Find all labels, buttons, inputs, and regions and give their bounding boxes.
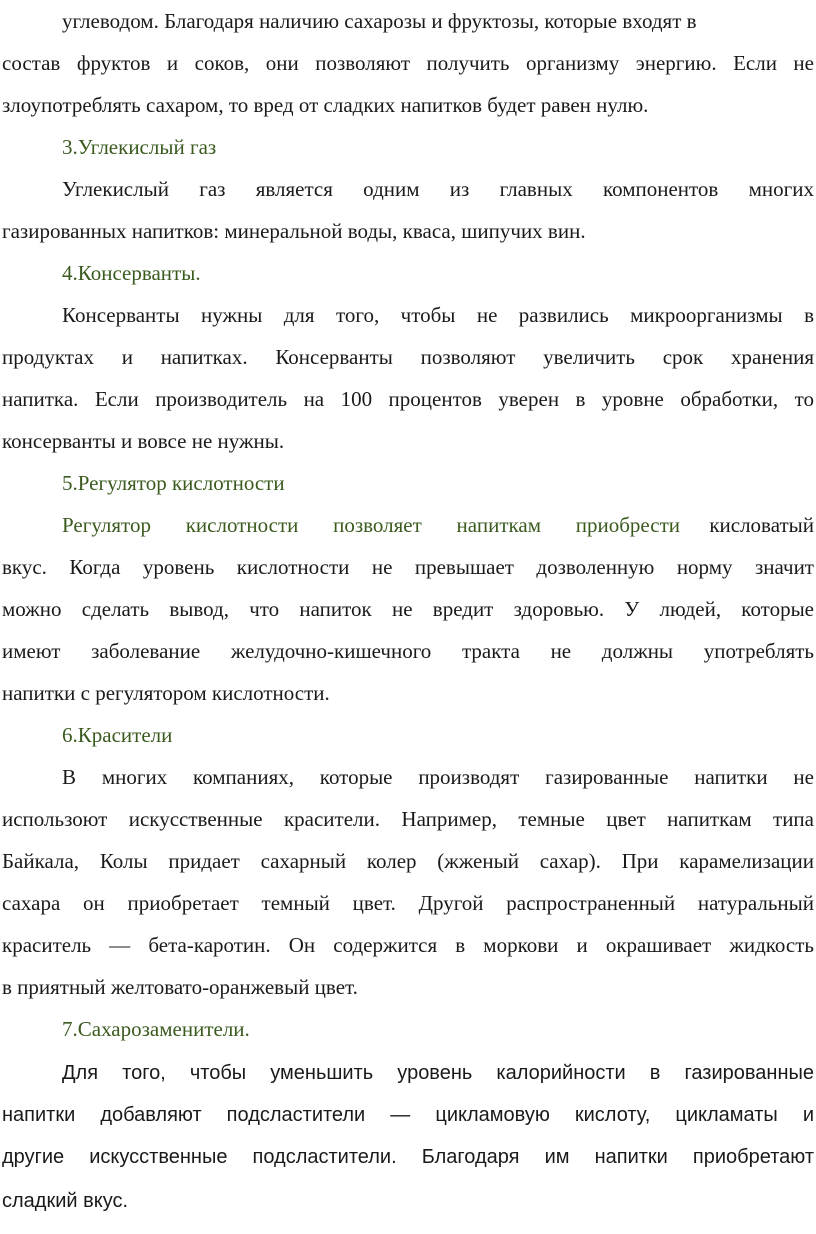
- text-line: напитки с регулятором кислотности.: [2, 681, 330, 705]
- section-heading: 6.Красители: [62, 723, 173, 747]
- text-line: имеют заболевание желудочно-кишечного тракта не должны употреблять: [2, 639, 814, 663]
- text-line: Для того, чтобы уменьшить уровень калорийности в газированные: [62, 1062, 814, 1084]
- text-line: другие искусственные подсластители. Благодаря им напитки приобретают: [2, 1146, 814, 1168]
- text-line: злоупотреблять сахаром, то вред от сладких напитков будет равен нулю.: [2, 93, 649, 117]
- text-line: состав фруктов и соков, они позволяют получить организму энергию. Если не: [2, 51, 814, 75]
- text-line: газированных напитков: минеральной воды, кваса, шипучих вин.: [2, 219, 586, 243]
- section-heading: 5.Регулятор кислотности: [62, 471, 285, 495]
- text-line: продуктах и напитках. Консерванты позволяют увеличить срок хранения: [2, 345, 814, 369]
- text-line: консерванты и вовсе не нужны.: [2, 429, 285, 453]
- text-line: напитки добавляют подсластители — цикламовую кислоту, цикламаты и: [2, 1104, 814, 1126]
- section-heading: 4.Консерванты.: [62, 261, 201, 285]
- highlighted-phrase: Регулятор кислотности позволяет напиткам приобрести: [62, 513, 680, 537]
- text-line: использоют искусственные красители. Например, темные цвет напиткам типа: [2, 807, 814, 831]
- text-line: Байкала, Колы придает сахарный колер (жженый сахар). При карамелизации: [2, 849, 814, 873]
- text-line: Консерванты нужны для того, чтобы не развились микроорганизмы в: [62, 303, 814, 327]
- text-line: краситель — бета-каротин. Он содержится в моркови и окрашивает жидкость: [2, 933, 814, 957]
- text-line: [0, 504, 816, 546]
- text-line: напитка. Если производитель на 100 процентов уверен в уровне обработки, то: [2, 387, 814, 411]
- text-line: Углекислый газ является одним из главных компонентов многих: [62, 177, 814, 201]
- text-line: В многих компаниях, которые производят газированные напитки не: [62, 765, 814, 789]
- text-fragment: кисловатый: [709, 513, 814, 537]
- section-heading: 3.Углекислый газ: [62, 135, 217, 159]
- text-line: углеводом. Благодаря наличию сахарозы и фруктозы, которые входят в: [62, 9, 697, 33]
- text-line: вкус. Когда уровень кислотности не превышает дозволенную норму значит: [2, 555, 814, 579]
- text-line: сахара он приобретает темный цвет. Другой распространенный натуральный: [2, 891, 814, 915]
- section-heading: 7.Сахарозаменители.: [62, 1017, 250, 1041]
- text-line: в приятный желтовато-оранжевый цвет.: [2, 975, 358, 999]
- text-line: сладкий вкус.: [2, 1190, 129, 1212]
- text-line: можно сделать вывод, что напиток не вредит здоровью. У людей, которые: [2, 597, 814, 621]
